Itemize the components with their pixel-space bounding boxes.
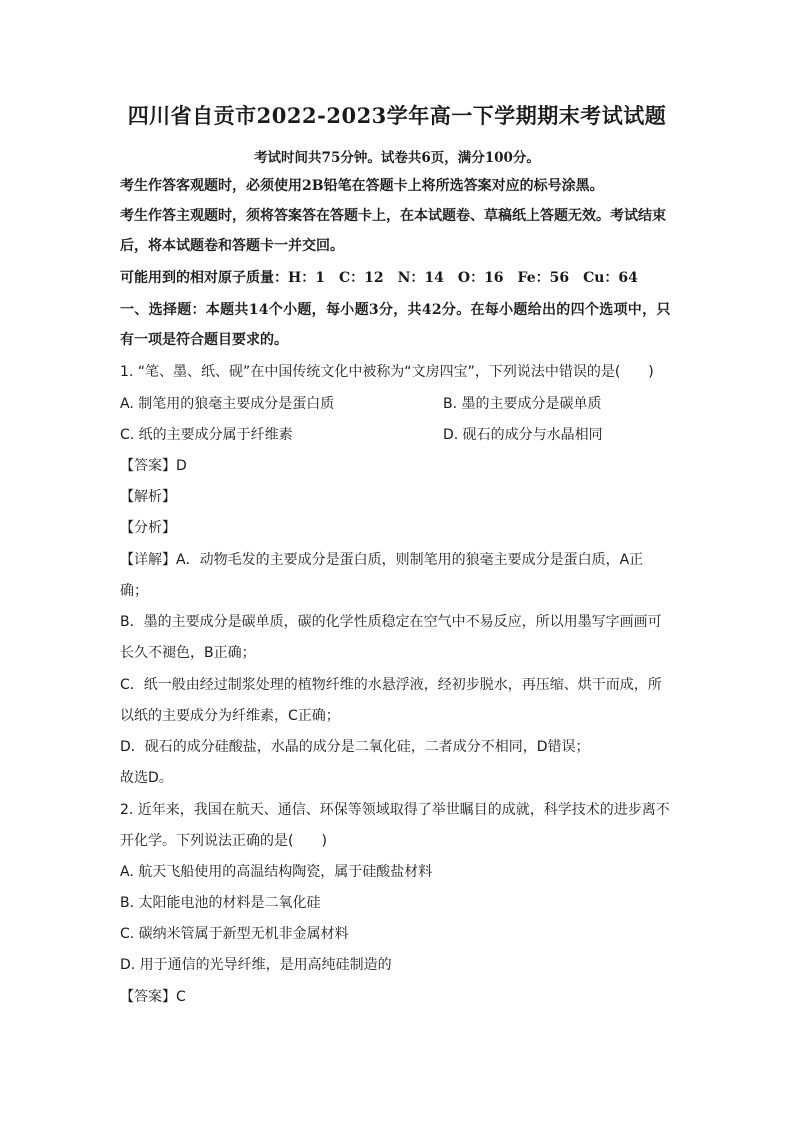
- instruction-line: 后，将本试题卷和答题卡一并交回。: [120, 238, 344, 254]
- analysis-label: 【解析】: [120, 489, 176, 505]
- answer-label: 【答案】D: [120, 458, 187, 474]
- question-stem: 1. “笔、墨、纸、砚”在中国传统文化中被称为“文房四宝”，下列说法中错误的是( ): [120, 364, 654, 380]
- option-c: C. 碳纳米管属于新型无机非金属材料: [120, 926, 349, 942]
- atomic-mass-line: 可能用到的相对原子质量：H：1 C：12 N：14 O：16 Fe：56 Cu：64: [120, 270, 638, 286]
- option-row: [120, 425, 676, 445]
- option-a: A. 制笔用的狼毫主要成分是蛋白质: [120, 396, 335, 412]
- option-b: B. 太阳能电池的材料是二氧化硅: [120, 895, 321, 911]
- option-row: [120, 394, 676, 414]
- exam-info: 考试时间共75分钟。试卷共6页，满分100分。: [254, 150, 540, 166]
- explanation-line: 确；: [120, 583, 148, 599]
- question-stem: 2. 近年来，我国在航天、通信、环保等领域取得了举世瞩目的成就，科学技术的进步离不: [120, 802, 670, 818]
- explanation-line: D．砚石的成分硅酸盐，水晶的成分是二氧化硅，二者成分不相同，D错误；: [120, 739, 590, 755]
- option-d: D. 砚石的成分与水晶相同: [443, 427, 603, 443]
- explanation-line: C．纸一般由经过制浆处理的植物纤维的水悬浮液，经初步脱水，再压缩、烘干而成，所: [120, 677, 662, 693]
- answer-label: 【答案】C: [120, 989, 186, 1005]
- instruction-line: 考生作答主观题时，须将答案答在答题卡上，在本试题卷、草稿纸上答题无效。考试结束: [120, 208, 666, 224]
- question-stem: 开化学。下列说法正确的是( ): [120, 833, 327, 849]
- page-title: 四川省自贡市2022-2023学年高一下学期期末考试试题: [127, 103, 667, 128]
- analysis-label: 【分析】: [120, 520, 176, 536]
- option-a: A. 航天飞船使用的高温结构陶瓷，属于硅酸盐材料: [120, 864, 433, 880]
- section-heading: 有一项是符合题目要求的。: [120, 332, 288, 348]
- explanation-line: 以纸的主要成分为纤维素，C正确；: [120, 708, 340, 724]
- option-c: C. 纸的主要成分属于纤维素: [120, 427, 293, 443]
- option-d: D. 用于通信的光导纤维，是用高纯硅制造的: [120, 957, 392, 973]
- explanation-line: B．墨的主要成分是碳单质，碳的化学性质稳定在空气中不易反应，所以用墨写字画画可: [120, 614, 662, 630]
- option-b: B. 墨的主要成分是碳单质: [443, 396, 602, 412]
- explanation-line: 故选D。: [120, 770, 173, 786]
- instruction-line: 考生作答客观题时，必须使用2B铅笔在答题卡上将所选答案对应的标号涂黑。: [120, 178, 604, 194]
- explanation-line: 【详解】A．动物毛发的主要成分是蛋白质，则制笔用的狼毫主要成分是蛋白质，A正: [120, 552, 644, 568]
- explanation-line: 长久不褪色，B正确；: [120, 645, 256, 661]
- section-heading: 一、选择题：本题共14个小题，每小题3分，共42分。在每小题给出的四个选项中，只: [120, 302, 671, 318]
